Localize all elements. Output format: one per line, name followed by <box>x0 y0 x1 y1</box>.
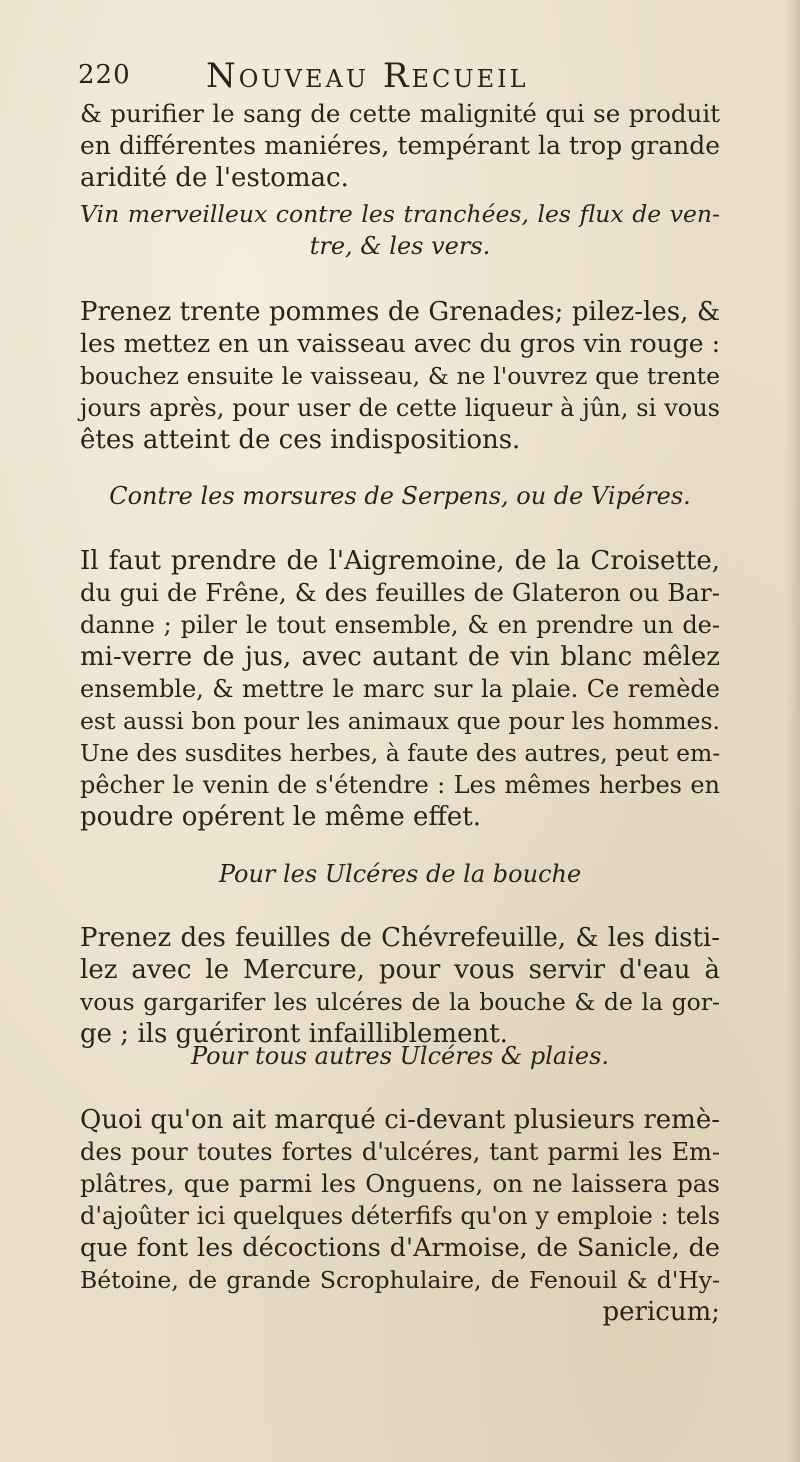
text-line: est aussi bon pour les animaux que pour les hommes. <box>80 707 720 735</box>
heading-line: tre, & les vers. <box>309 232 491 260</box>
text-line: d'ajoûter ici quelques déterfifs qu'on y emploie : tels <box>80 1202 721 1230</box>
running-title: Nouveau Recueil <box>206 56 529 96</box>
text-line: Quoi qu'on ait marqué ci-devant plusieurs remè- <box>80 1105 720 1135</box>
paragraph-vin-merveilleux <box>80 296 720 456</box>
heading-line: Vin merveilleux contre les tranchées, les flux de ven- <box>80 200 720 228</box>
text-line: ge ; ils guériront infailliblement. <box>80 1019 508 1049</box>
page-number: 220 <box>78 60 131 90</box>
catchword <box>80 1296 720 1328</box>
heading-line: Pour tous autres Ulcéres & plaies. <box>190 1042 610 1070</box>
text-line: & purifier le sang de cette malignité qui se produit <box>80 99 720 128</box>
section-heading-morsures <box>80 480 720 512</box>
section-heading-autres-ulceres <box>80 1040 720 1072</box>
text-line: ensemble, & mettre le marc sur la plaie. Ce remède <box>80 675 720 703</box>
text-line: mi-verre de jus, avec autant de vin blanc mêlez <box>80 642 720 672</box>
text-line: jours après, pour user de cette liqueur à jûn, si vous <box>80 394 720 422</box>
text-line: des pour toutes fortes d'ulcéres, tant parmi les Em- <box>80 1138 720 1166</box>
heading-line: Contre les morsures de Serpens, ou de Vipéres. <box>109 482 691 510</box>
text-line: vous gargarifer les ulcéres de la bouche & de la gor- <box>80 988 720 1016</box>
text-line: Bétoine, de grande Scrophulaire, de Fenouil & d'Hy- <box>80 1266 720 1294</box>
text-line: aridité de l'estomac. <box>80 163 349 193</box>
page-header <box>78 56 718 96</box>
text-line: Il faut prendre de l'Aigremoine, de la Croisette, <box>80 546 720 576</box>
text-line: en différentes maniéres, tempérant la trop grande <box>80 131 720 160</box>
text-line: Prenez trente pommes de Grenades; pilez-les, & <box>80 297 720 327</box>
page-edge-shadow <box>786 0 800 1462</box>
heading-line: Pour les Ulcéres de la bouche <box>218 860 582 888</box>
paragraph-ulceres-bouche <box>80 922 720 1050</box>
text-line: les mettez en un vaisseau avec du gros vin rouge : <box>80 329 720 358</box>
section-heading-ulceres-bouche <box>80 858 720 890</box>
text-line: Une des susdites herbes, à faute des autres, peut em- <box>80 739 721 767</box>
paragraph-continuation <box>80 98 720 194</box>
paragraph-autres-ulceres <box>80 1104 720 1296</box>
text-line: lez avec le Mercure, pour vous servir d'eau à <box>80 955 720 985</box>
text-line: pêcher le venin de s'étendre : Les mêmes herbes en <box>80 771 720 799</box>
text-line: bouchez ensuite le vaisseau, & ne l'ouvrez que trente <box>80 362 720 390</box>
catchword-text: pericum; <box>602 1297 720 1327</box>
text-line: que font les décoctions d'Armoise, de Sanicle, de <box>80 1233 720 1263</box>
text-line: êtes atteint de ces indispositions. <box>80 425 521 455</box>
text-line: poudre opérent le même effet. <box>80 802 481 832</box>
paragraph-morsures <box>80 545 720 833</box>
text-line: du gui de Frêne, & des feuilles de Glateron ou Bar- <box>80 578 720 607</box>
text-line: Prenez des feuilles de Chévrefeuille, & les disti- <box>80 923 720 953</box>
text-line: danne ; piler le tout ensemble, & en prendre un de- <box>80 611 720 639</box>
section-heading-vin-merveilleux <box>80 198 720 262</box>
text-line: plâtres, que parmi les Onguens, on ne laissera pas <box>80 1169 720 1198</box>
